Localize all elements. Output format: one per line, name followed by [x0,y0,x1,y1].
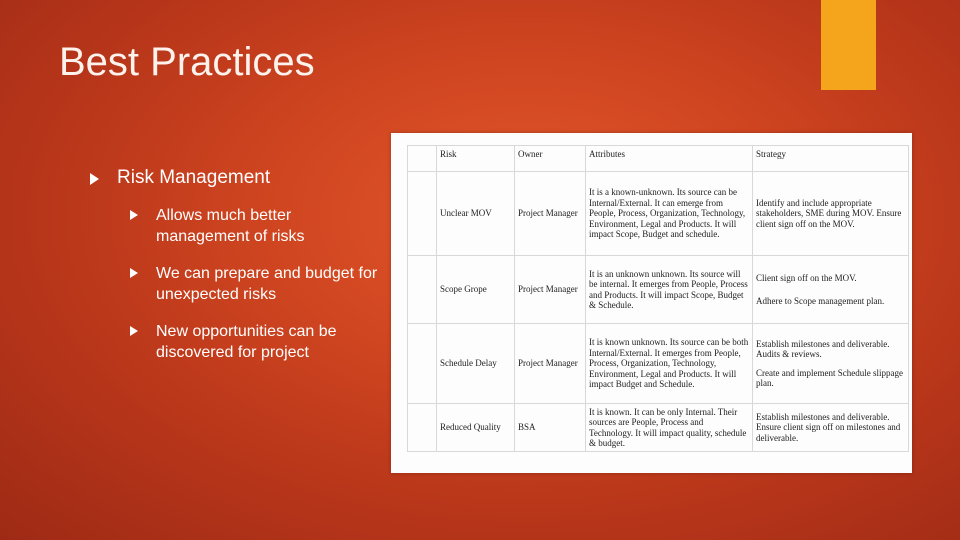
table-row [408,324,909,404]
header-strategy: Strategy [753,146,909,172]
bullet-list [90,165,380,363]
cell-owner: Project Manager [515,256,586,324]
bullet-sub-1 [130,205,380,247]
accent-bar [821,0,876,90]
table-header-row [408,146,909,172]
cell-risk: Unclear MOV [437,172,515,256]
strategy-text: Adhere to Scope management plan. [756,295,885,306]
bullet-sub-2 [130,263,380,305]
bullet-sub-text: New opportunities can be discovered for project [156,323,337,361]
cell-risk: Schedule Delay [437,324,515,404]
table-row [408,404,909,452]
cell-owner: BSA [515,404,586,452]
header-attributes: Attributes [586,146,753,172]
strategy-text: Establish milestones and deliverable. Ensure client sign off on milestones and deliverable. [756,411,901,443]
table-row [408,256,909,324]
cell-owner: Project Manager [515,172,586,256]
cell-attributes: It is a known-unknown. Its source can be Internal/External. It can emerge from People, Process, Organization, Technology, Environment, Legal and Products. It will impact Scope, Budget and schedule. [586,172,753,256]
bullet-sub-text: Allows much better management of risks [156,207,305,245]
table-row [408,172,909,256]
cell-owner: Project Manager [515,324,586,404]
bullet-arrow-icon [130,326,138,336]
cell-strategy [753,256,909,324]
bullet-main-text: Risk Management [117,167,271,188]
bullet-arrow-icon [130,210,138,220]
cell-strategy [753,404,909,452]
bullet-arrow-icon [90,173,99,185]
strategy-text: Client sign off on the MOV. [756,273,857,283]
cell-strategy [753,324,909,404]
risk-table-image [391,133,912,473]
strategy-text: Establish milestones and deliverable. Audits & reviews. [756,338,890,359]
cell-strategy [753,172,909,256]
slide-title: Best Practices [59,40,315,84]
risk-table [407,145,909,452]
cell-risk: Scope Grope [437,256,515,324]
cell-risk: Reduced Quality [437,404,515,452]
bullet-main [90,165,380,191]
strategy-text: Identify and include appropriate stakeholders, SME during MOV. Ensure client sign off on the MOV. [756,197,902,229]
header-owner: Owner [515,146,586,172]
cell-attributes: It is an unknown unknown. Its source will be internal. It emerges from People, Process and Products. It will impact Scope, Budget & Schedule. [586,256,753,324]
strategy-text: Create and implement Schedule slippage plan. [756,367,903,388]
bullet-arrow-icon [130,268,138,278]
cell-attributes: It is known. It can be only Internal. Their sources are People, Process and Technology. It will impact quality, schedule & budget. [586,404,753,452]
header-risk: Risk [437,146,515,172]
cell-attributes: It is known unknown. Its source can be both Internal/External. It emerges from People, Process, Organization, Technology, Environment, Legal and Products. It will impact Budget and Schedule. [586,324,753,404]
bullet-sub-text: We can prepare and budget for unexpected risks [156,265,378,303]
bullet-sub-3 [130,321,380,363]
